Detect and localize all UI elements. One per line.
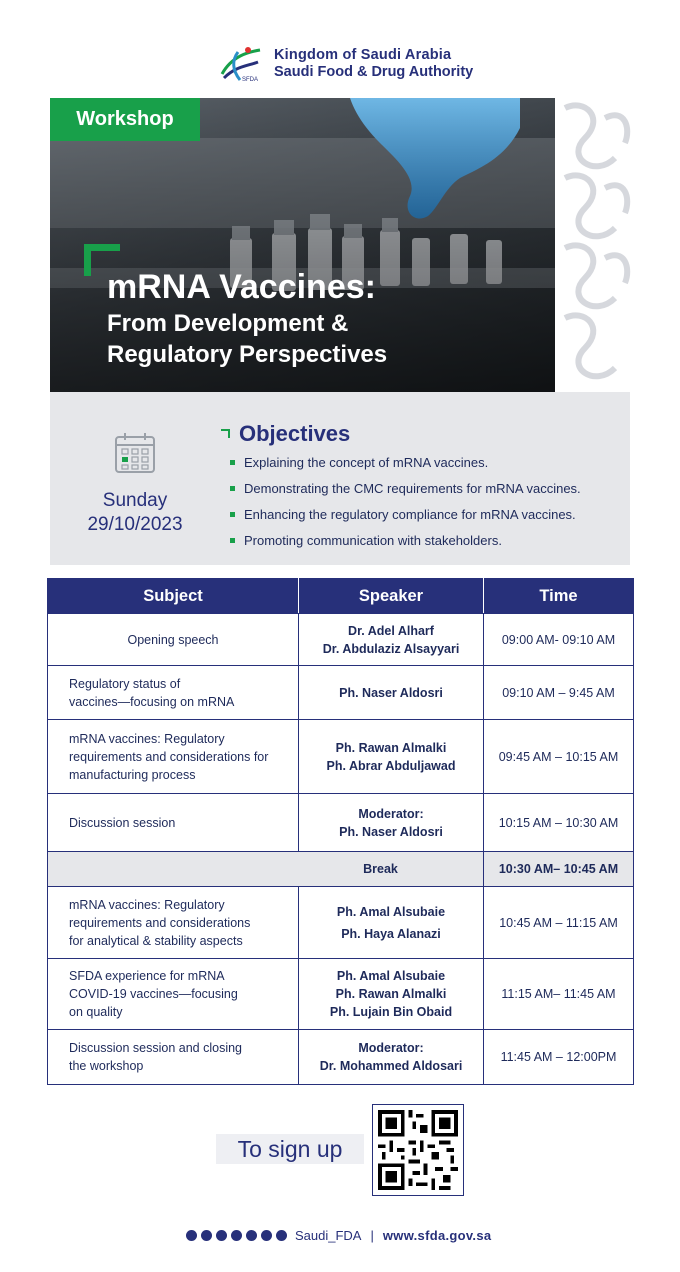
website-link[interactable]: www.sfda.gov.sa [382, 1228, 492, 1243]
header-speaker: Speaker [299, 579, 484, 614]
svg-text:SFDA: SFDA [242, 77, 259, 83]
event-date: 29/10/2023 [87, 514, 183, 535]
subject-cell: Discussion session [48, 794, 299, 852]
bullet-icon [230, 538, 235, 543]
x-icon[interactable] [186, 1230, 197, 1241]
speaker-cell: Dr. Adel Alharf Dr. Abdulaziz Alsayyari [299, 614, 484, 666]
table-row [48, 614, 634, 666]
qr-code-icon [378, 1110, 458, 1190]
time-cell: 11:45 AM – 12:00PM [484, 1030, 634, 1085]
subtitle-line2: Regulatory Perspectives [107, 341, 388, 368]
break-row [48, 852, 634, 887]
subject-cell: Opening speech [48, 614, 299, 666]
info-panel [50, 392, 630, 565]
objective-item: Explaining the concept of mRNA vaccines. [230, 454, 581, 480]
tiktok-icon[interactable] [276, 1230, 287, 1241]
objectives-title: Objectives [239, 421, 351, 446]
snapchat-icon[interactable] [201, 1230, 212, 1241]
time-cell: 09:00 AM- 09:10 AM [484, 614, 634, 666]
objective-item: Promoting communication with stakeholders. [230, 532, 581, 558]
speaker-cell: Ph. Naser Aldosri [299, 666, 484, 720]
org-name-line1: Kingdom of Saudi Arabia [274, 47, 452, 63]
speaker-cell: Ph. Amal Alsubaie Ph. Haya Alanazi [299, 887, 484, 959]
subject-cell: SFDA experience for mRNA COVID-19 vaccines—focusing on quality [48, 959, 299, 1030]
signup-label: To sign up [216, 1134, 364, 1164]
table-row [48, 887, 634, 959]
speaker-cell: Moderator: Ph. Naser Aldosri [299, 794, 484, 852]
subject-cell: Discussion session and closing the workshop [48, 1030, 299, 1085]
decorative-pattern [555, 98, 631, 388]
table-row [48, 666, 634, 720]
time-cell: 09:10 AM – 9:45 AM [484, 666, 634, 720]
social-handle[interactable]: Saudi_FDA [295, 1228, 362, 1243]
qr-code[interactable] [372, 1104, 464, 1196]
time-cell: 11:15 AM– 11:45 AM [484, 959, 634, 1030]
time-cell: 09:45 AM – 10:15 AM [484, 720, 634, 794]
footer-separator: | [370, 1228, 374, 1243]
speaker-cell: Moderator: Dr. Mohammed Aldosari [299, 1030, 484, 1085]
time-cell: 10:15 AM – 10:30 AM [484, 794, 634, 852]
title-main: mRNA Vaccines: [107, 268, 376, 306]
youtube-icon[interactable] [231, 1230, 242, 1241]
table-header-row [48, 579, 634, 614]
header-time: Time [484, 579, 634, 614]
subject-cell: Regulatory status of vaccines—focusing on mRNA [48, 666, 299, 720]
logo-text [274, 47, 473, 81]
schedule-table [47, 578, 634, 1085]
bullet-icon [230, 512, 235, 517]
objective-item: Demonstrating the CMC requirements for mRNA vaccines. [230, 480, 581, 506]
hero-title [107, 266, 387, 370]
subject-cell: mRNA vaccines: Regulatory requirements and considerations for analytical & stability aspects [48, 887, 299, 959]
table-row [48, 1030, 634, 1085]
objectives-corner-icon [221, 429, 230, 438]
workshop-tag: Workshop [50, 98, 200, 141]
speaker-cell: Ph. Amal Alsubaie Ph. Rawan Almalki Ph. Lujain Bin Obaid [299, 959, 484, 1030]
objectives-list [230, 454, 581, 558]
instagram-icon[interactable] [216, 1230, 227, 1241]
speaker-cell: Ph. Rawan Almalki Ph. Abrar Abduljawad [299, 720, 484, 794]
subject-cell: mRNA vaccines: Regulatory requirements and considerations for manufacturing process [48, 720, 299, 794]
bullet-icon [230, 486, 235, 491]
footer [186, 1228, 491, 1243]
subtitle-line1: From Development & [107, 310, 349, 337]
bullet-icon [230, 460, 235, 465]
event-day: Sunday [102, 490, 168, 511]
header-subject: Subject [48, 579, 299, 614]
objective-item: Enhancing the regulatory compliance for mRNA vaccines. [230, 506, 581, 532]
calendar-icon [114, 432, 156, 474]
sfda-emblem-icon [218, 44, 264, 84]
table-row [48, 959, 634, 1030]
sfda-logo [218, 44, 473, 84]
time-cell: 10:45 AM – 11:15 AM [484, 887, 634, 959]
table-row [48, 794, 634, 852]
table-row [48, 720, 634, 794]
break-time: 10:30 AM– 10:45 AM [484, 852, 634, 887]
break-label: Break [48, 852, 484, 887]
facebook-icon[interactable] [246, 1230, 257, 1241]
org-name-line2: Saudi Food & Drug Authority [274, 64, 474, 80]
threads-icon[interactable] [261, 1230, 272, 1241]
